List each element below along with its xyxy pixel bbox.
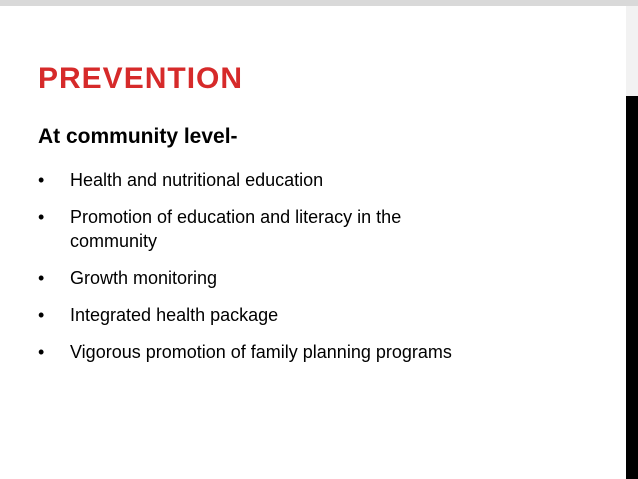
- bullet-text: Growth monitoring: [70, 268, 218, 288]
- bullet-text: Integrated health package: [70, 305, 279, 325]
- bullet-list: [38, 168, 598, 377]
- bullet-dot: •: [38, 268, 45, 288]
- bullet-text: Vigorous promotion of family planning programs: [70, 342, 452, 362]
- bullet-item: [38, 168, 598, 192]
- slide-title: PREVENTION: [38, 62, 244, 95]
- bullet-dot: •: [38, 207, 45, 227]
- bullet-dot: •: [38, 342, 45, 362]
- bullet-item: [38, 340, 598, 364]
- bullet-item: [38, 205, 598, 253]
- slide-subtitle: At community level-: [38, 125, 238, 148]
- bullet-item: [38, 266, 598, 290]
- bullet-text: Promotion of education and literacy in the community: [70, 207, 402, 251]
- bullet-item: [38, 303, 598, 327]
- right-edge-light-bar: [626, 6, 638, 96]
- right-edge-dark-bar: [626, 96, 638, 479]
- top-border-bar: [0, 0, 638, 6]
- bullet-text: Health and nutritional education: [70, 170, 324, 190]
- bullet-dot: •: [38, 305, 45, 325]
- bullet-dot: •: [38, 170, 45, 190]
